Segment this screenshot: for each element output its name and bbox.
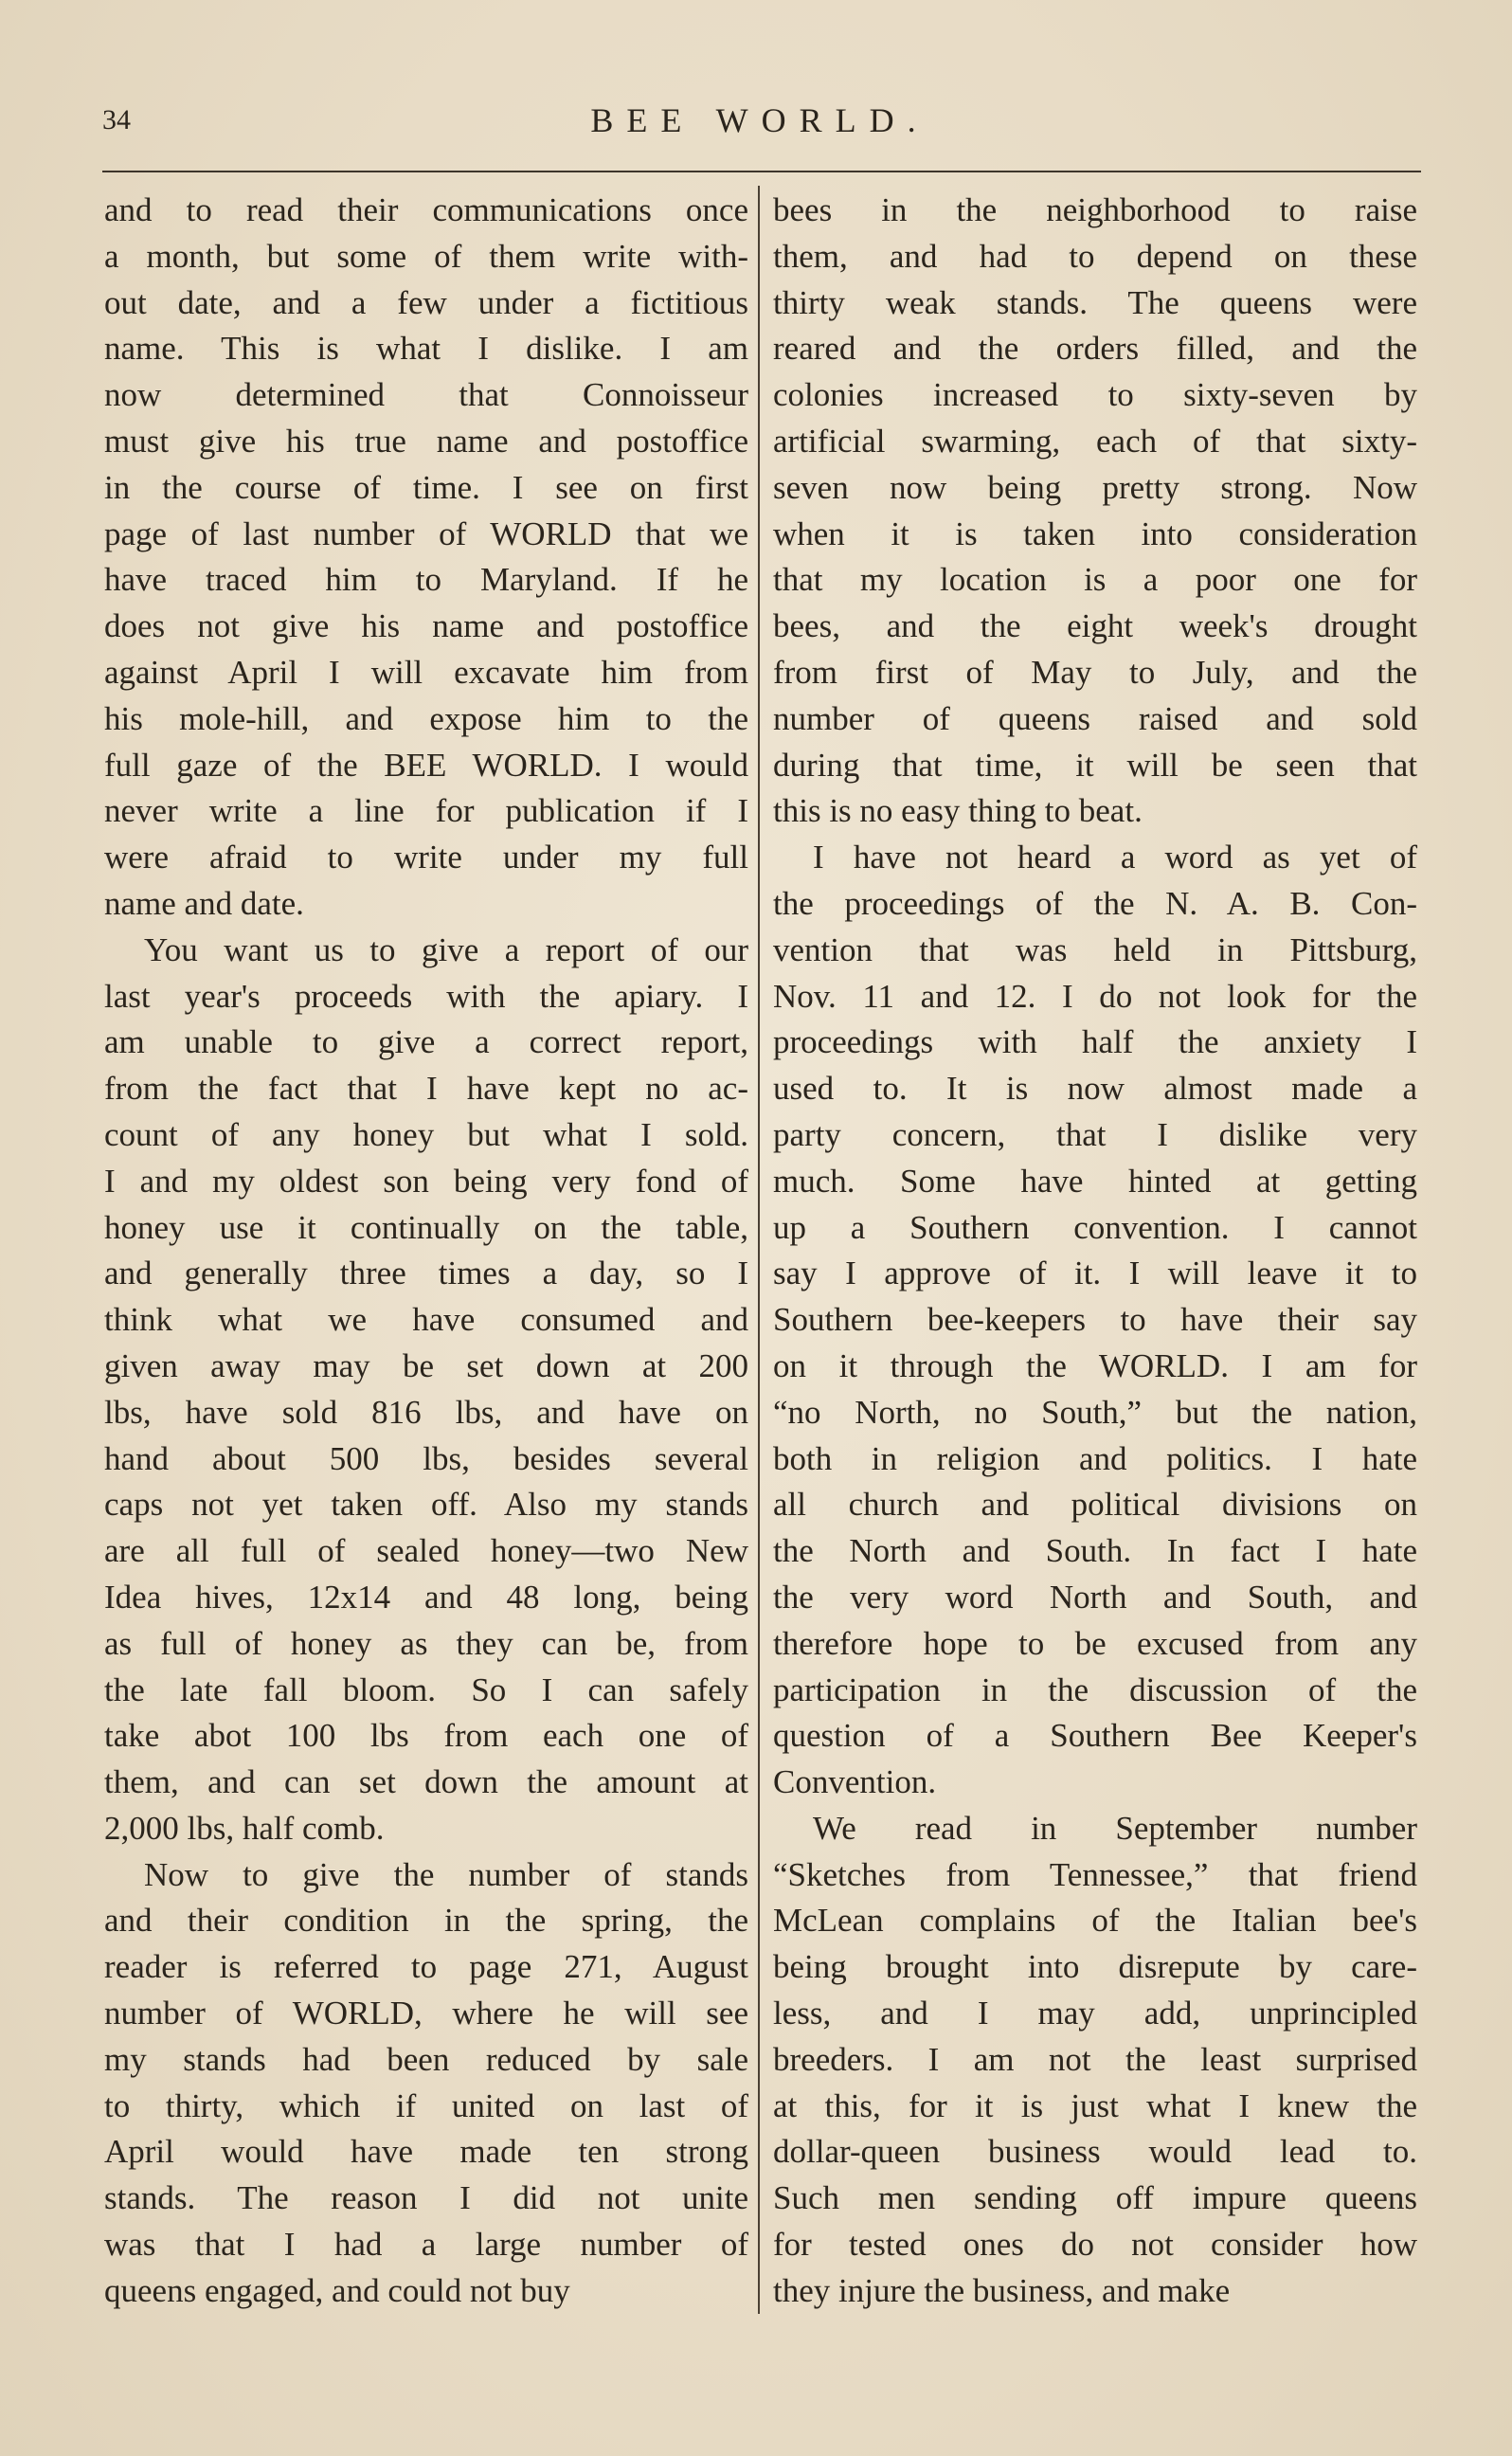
text-line: out date, and a few under a fictitious [104,283,748,321]
text-line: them, and had to depend on these [773,237,1417,275]
text-line: “no North, no South,” but the nation, [773,1393,1417,1431]
text-line: dollar-queen business would lead to. [773,2133,1417,2171]
text-line: used to. It is now almost made a [773,1070,1417,1108]
text-line: thirty weak stands. The queens were [773,283,1417,321]
text-line: colonies increased to sixty-seven by [773,376,1417,414]
text-line: now determined that Connoisseur [104,376,748,414]
text-line: never write a line for publication if I [104,792,748,830]
paragraph [773,835,1417,1806]
text-line: You want us to give a report of our [144,930,748,968]
text-line: caps not yet taken off. Also my stands [104,1486,748,1524]
text-line: “Sketches from Tennessee,” that friend [773,1855,1417,1893]
right-column [773,188,1417,2315]
paragraph [104,188,748,928]
text-line: McLean complains of the Italian bee's [773,1902,1417,1940]
text-line: in the course of time. I see on first [104,468,748,506]
text-line: they injure the business, and make [773,2271,1231,2309]
text-line: Nov. 11 and 12. I do not look for the [773,977,1417,1015]
text-line: bees, and the eight week's drought [773,607,1417,645]
text-line: the North and South. In fact I hate [773,1532,1417,1570]
text-line: my stands had been reduced by sale [104,2040,748,2078]
page-number: 34 [102,104,131,135]
text-line: and generally three times a day, so I [104,1255,748,1292]
header-rule [102,171,1421,172]
text-line: both in religion and politics. I hate [773,1439,1417,1477]
page-header [102,97,1417,144]
text-line: reader is referred to page 271, August [104,1948,748,1986]
text-line: from first of May to July, and the [773,653,1417,691]
text-line: bees in the neighborhood to raise [773,191,1417,228]
text-line: are all full of sealed honey—two New [104,1532,748,1570]
text-line: as full of honey as they can be, from [104,1624,748,1662]
text-line: the late fall bloom. So I can safely [104,1670,748,1708]
text-line: think what we have consumed and [104,1301,748,1339]
text-line: up a Southern convention. I cannot [773,1208,1417,1246]
text-line: were afraid to write under my full [104,839,748,876]
text-line: I and my oldest son being very fond of [104,1162,748,1200]
text-line: count of any honey but what I sold. [104,1115,748,1153]
text-line: this is no easy thing to beat. [773,792,1143,830]
text-line: the proceedings of the N. A. B. Con- [773,884,1417,922]
text-line: Southern bee-keepers to have their say [773,1301,1417,1339]
text-line: reared and the orders filled, and the [773,330,1417,368]
text-line: last year's proceeds with the apiary. I [104,977,748,1015]
text-line: take abot 100 lbs from each one of [104,1717,748,1755]
paragraph [773,1806,1417,2315]
running-head: BEE WORLD. [590,101,929,139]
text-line: all church and political divisions on [773,1486,1417,1524]
text-line: his mole-hill, and expose him to the [104,699,748,737]
text-line: breeders. I am not the least surprised [773,2040,1417,2078]
text-line: say I approve of it. I will leave it to [773,1255,1417,1292]
text-line: Such men sending off impure queens [773,2179,1417,2217]
text-line: to thirty, which if united on last of [104,2086,748,2124]
text-line: less, and I may add, unprincipled [773,1995,1417,2032]
text-line: April would have made ten strong [104,2133,748,2171]
left-column [104,188,748,2315]
text-line: proceedings with half the anxiety I [773,1023,1417,1061]
text-line: stands. The reason I did not unite [104,2179,748,2217]
text-line: I have not heard a word as yet of [813,839,1417,876]
text-line: vention that was held in Pittsburg, [773,930,1417,968]
text-line: have traced him to Maryland. If he [104,561,748,599]
column-divider [758,186,760,2314]
text-line: Idea hives, 12x14 and 48 long, being [104,1578,748,1616]
text-line: hand about 500 lbs, besides several [104,1439,748,1477]
text-line: given away may be set down at 200 [104,1346,748,1384]
text-line: from the fact that I have kept no ac- [104,1070,748,1108]
text-line: question of a Southern Bee Keeper's [773,1717,1417,1755]
text-line: number of WORLD, where he will see [104,1995,748,2032]
text-line: participation in the discussion of the [773,1670,1417,1708]
text-line: against April I will excavate him from [104,653,748,691]
text-line: Convention. [773,1763,937,1801]
text-line: during that time, it will be seen that [773,746,1417,784]
text-line: artificial swarming, each of that sixty- [773,422,1417,460]
text-line: seven now being pretty strong. Now [773,468,1417,506]
text-line: full gaze of the BEE WORLD. I would [104,746,748,784]
text-line: therefore hope to be excused from any [773,1624,1417,1662]
text-line: that my location is a poor one for [773,561,1417,599]
text-line: on it through the WORLD. I am for [773,1346,1417,1384]
text-line: page of last number of WORLD that we [104,515,748,552]
text-line: number of queens raised and sold [773,699,1417,737]
text-line: We read in September number [813,1809,1417,1847]
paragraph [773,188,1417,835]
text-line: does not give his name and postoffice [104,607,748,645]
paragraph [104,1852,748,2315]
text-line: Now to give the number of stands [144,1855,748,1893]
text-line: honey use it continually on the table, [104,1208,748,1246]
text-line: the very word North and South, and [773,1578,1417,1616]
paragraph [104,928,748,1852]
text-line: 2,000 lbs, half comb. [104,1809,385,1847]
text-line: name. This is what I dislike. I am [104,330,748,368]
text-line: and their condition in the spring, the [104,1902,748,1940]
text-line: queens engaged, and could not buy [104,2271,570,2309]
text-line: when it is taken into consideration [773,515,1417,552]
text-line: lbs, have sold 816 lbs, and have on [104,1393,748,1431]
text-line: them, and can set down the amount at [104,1763,748,1801]
text-line: being brought into disrepute by care- [773,1948,1417,1986]
text-line: a month, but some of them write with- [104,237,748,275]
text-line: for tested ones do not consider how [773,2226,1417,2264]
text-line: must give his true name and postoffice [104,422,748,460]
text-line: at this, for it is just what I knew the [773,2086,1417,2124]
text-line: party concern, that I dislike very [773,1115,1417,1153]
text-line: was that I had a large number of [104,2226,748,2264]
text-line: and to read their communications once [104,191,748,228]
text-line: name and date. [104,884,304,922]
text-line: much. Some have hinted at getting [773,1162,1417,1200]
text-line: am unable to give a correct report, [104,1023,748,1061]
